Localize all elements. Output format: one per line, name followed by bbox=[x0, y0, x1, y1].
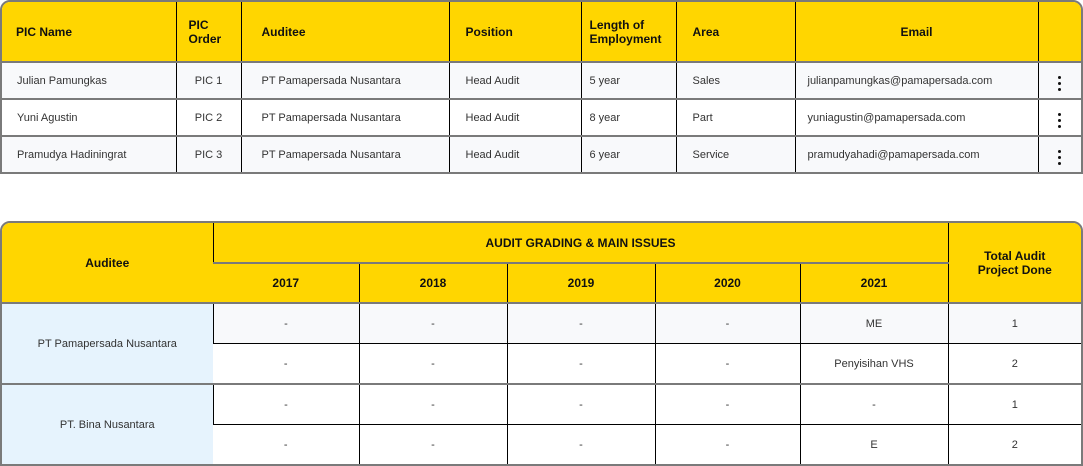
total-cell: 2 bbox=[948, 344, 1081, 385]
header-pic-name: PIC Name bbox=[2, 2, 176, 62]
more-vertical-icon[interactable] bbox=[1058, 150, 1061, 165]
auditee: PT Pamapersada Nusantara bbox=[241, 99, 449, 136]
total-cell: 1 bbox=[948, 303, 1081, 344]
grade-cell: - bbox=[507, 425, 655, 465]
row-actions[interactable] bbox=[1038, 62, 1081, 99]
length: 5 year bbox=[581, 62, 676, 99]
position: Head Audit bbox=[449, 62, 581, 99]
length: 6 year bbox=[581, 136, 676, 172]
header-total: Total Audit Project Done bbox=[948, 223, 1081, 303]
table-row bbox=[2, 62, 1081, 99]
grade-cell: - bbox=[655, 384, 800, 425]
grade-cell: - bbox=[359, 384, 507, 425]
grade-cell: - bbox=[359, 425, 507, 465]
grade-cell: - bbox=[213, 344, 359, 385]
row-actions[interactable] bbox=[1038, 99, 1081, 136]
grade-cell: - bbox=[655, 344, 800, 385]
grading-header-row bbox=[2, 223, 1081, 263]
table-row bbox=[2, 384, 1081, 425]
grade-cell: - bbox=[655, 303, 800, 344]
header-actions bbox=[1038, 2, 1081, 62]
grade-cell: - bbox=[359, 303, 507, 344]
area: Sales bbox=[676, 62, 795, 99]
pic-order: PIC 3 bbox=[176, 136, 241, 172]
grade-cell: - bbox=[800, 384, 948, 425]
area: Part bbox=[676, 99, 795, 136]
grade-cell: - bbox=[213, 384, 359, 425]
pic-table bbox=[0, 0, 1083, 174]
auditee: PT Pamapersada Nusantara bbox=[241, 136, 449, 172]
position: Head Audit bbox=[449, 99, 581, 136]
grade-cell: Penyisihan VHS bbox=[800, 344, 948, 385]
header-year: 2017 bbox=[213, 263, 359, 303]
total-cell: 1 bbox=[948, 384, 1081, 425]
more-vertical-icon[interactable] bbox=[1058, 76, 1061, 91]
email: julianpamungkas@pamapersada.com bbox=[795, 62, 1038, 99]
header-year: 2018 bbox=[359, 263, 507, 303]
table-row bbox=[2, 303, 1081, 344]
grade-cell: ME bbox=[800, 303, 948, 344]
pic-order: PIC 1 bbox=[176, 62, 241, 99]
header-area: Area bbox=[676, 2, 795, 62]
header-year: 2019 bbox=[507, 263, 655, 303]
total-cell: 2 bbox=[948, 425, 1081, 465]
header-auditee: Auditee bbox=[241, 2, 449, 62]
pic-name: Julian Pamungkas bbox=[2, 62, 176, 99]
grading-table bbox=[0, 221, 1083, 466]
more-vertical-icon[interactable] bbox=[1058, 113, 1061, 128]
grade-cell: - bbox=[507, 384, 655, 425]
grade-cell: - bbox=[655, 425, 800, 465]
length: 8 year bbox=[581, 99, 676, 136]
pic-name: Pramudya Hadiningrat bbox=[2, 136, 176, 172]
row-actions[interactable] bbox=[1038, 136, 1081, 172]
pic-table-header bbox=[2, 2, 1081, 62]
grade-cell: - bbox=[359, 344, 507, 385]
table-row bbox=[2, 136, 1081, 172]
grade-cell: - bbox=[213, 303, 359, 344]
header-year: 2021 bbox=[800, 263, 948, 303]
auditee: PT Pamapersada Nusantara bbox=[241, 62, 449, 99]
pic-order: PIC 2 bbox=[176, 99, 241, 136]
area: Service bbox=[676, 136, 795, 172]
header-pic-order: PIC Order bbox=[176, 2, 241, 62]
table-row bbox=[2, 99, 1081, 136]
header-auditee: Auditee bbox=[2, 223, 213, 303]
grade-cell: - bbox=[507, 303, 655, 344]
auditee-cell: PT Pamapersada Nusantara bbox=[2, 303, 213, 384]
grade-cell: E bbox=[800, 425, 948, 465]
header-email: Email bbox=[795, 2, 1038, 62]
grade-cell: - bbox=[507, 344, 655, 385]
position: Head Audit bbox=[449, 136, 581, 172]
header-length: Length of Employment bbox=[581, 2, 676, 62]
header-audit-grading: AUDIT GRADING & MAIN ISSUES bbox=[213, 223, 948, 263]
header-position: Position bbox=[449, 2, 581, 62]
pic-name: Yuni Agustin bbox=[2, 99, 176, 136]
auditee-cell: PT. Bina Nusantara bbox=[2, 384, 213, 464]
header-year: 2020 bbox=[655, 263, 800, 303]
email: yuniagustin@pamapersada.com bbox=[795, 99, 1038, 136]
grade-cell: - bbox=[213, 425, 359, 465]
email: pramudyahadi@pamapersada.com bbox=[795, 136, 1038, 172]
